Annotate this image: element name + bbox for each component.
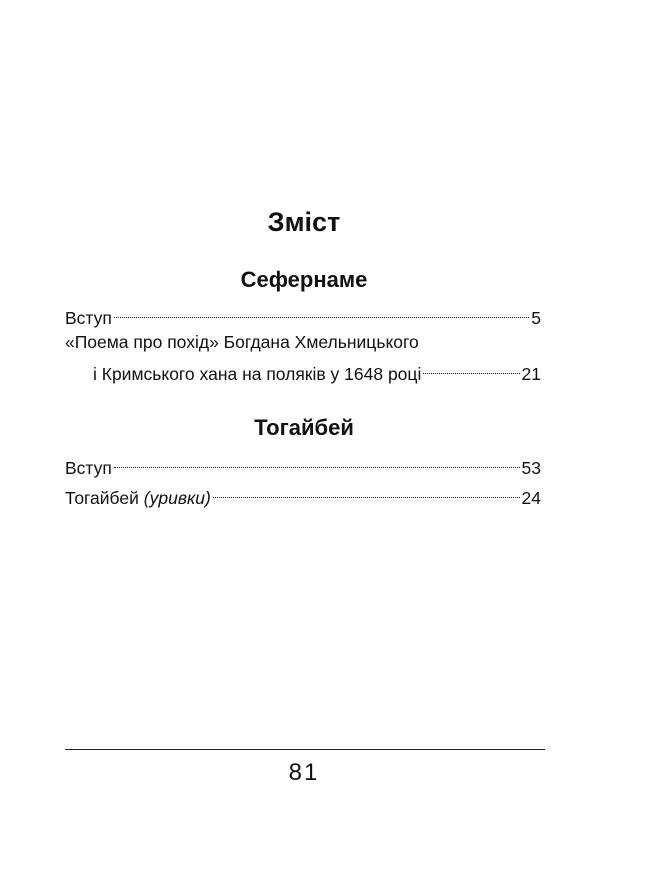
footer-rule <box>65 749 545 750</box>
toc-entry-togaibei-intro <box>65 450 541 480</box>
toc-entry-title: Вступ <box>65 458 112 478</box>
toc-entry-title-continued: і Кримського хана на поляків у 1648 році <box>93 364 422 384</box>
section-heading-togaibei: Тогайбей <box>254 415 354 440</box>
dot-leader <box>213 480 520 504</box>
toc-entry-poem-line2 <box>93 356 541 386</box>
toc-page-number: 21 <box>521 364 541 384</box>
toc-entry-title: Вступ <box>65 308 112 328</box>
toc-entry-title: «Поема про похід» Богдана Хмельницького <box>65 332 419 352</box>
dot-leader <box>114 450 520 474</box>
toc-page-number: 53 <box>521 458 541 478</box>
toc-entry-poem-line1 <box>65 330 541 354</box>
toc-page-number: 24 <box>521 488 541 508</box>
section-heading-sefername: Сефернаме <box>240 267 368 292</box>
dot-leader <box>423 356 519 380</box>
toc-entry-title: Тогайбей <box>65 488 139 508</box>
page-number: 81 <box>288 759 320 786</box>
toc-entry-togaibei-excerpts <box>65 480 541 510</box>
toc-entry-sefername-intro <box>65 300 541 330</box>
dot-leader <box>114 300 529 324</box>
page-title: Зміст <box>267 207 341 237</box>
toc-page-number: 5 <box>531 308 541 328</box>
toc-entry-note: (уривки) <box>143 488 211 508</box>
